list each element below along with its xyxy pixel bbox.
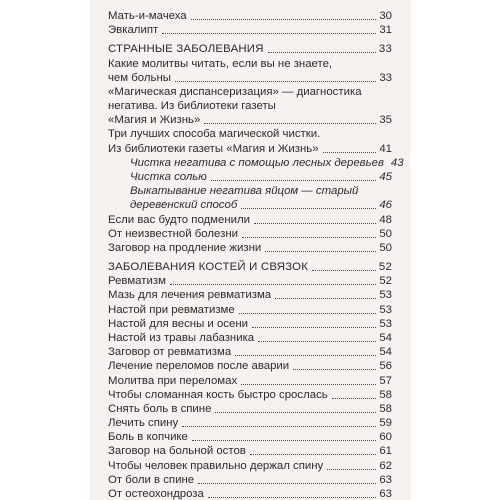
toc-entry-title: От неизвестной болезни [108,228,238,240]
dot-leader [323,151,377,153]
toc-entry [108,459,392,473]
toc-entry [108,241,392,255]
dot-leader [275,297,376,299]
toc-entry [108,23,392,37]
toc-entry-title: Ревматизм [108,275,166,287]
toc-entry-page: 59 [379,417,392,429]
toc-entry-title: Выкатывание негатива яйцом — старый [130,185,359,197]
toc-section-heading [108,42,392,56]
toc-entry [108,402,392,416]
toc-entry-title: Мазь для лечения ревматизма [108,289,272,301]
toc-entry [108,487,392,500]
toc-entry [108,473,392,487]
toc-entry-title: чем больны [108,72,171,84]
toc-entry-page: 46 [379,199,392,211]
toc-entry-page: 52 [379,275,392,287]
toc-entry [108,444,392,458]
dot-leader [242,236,376,238]
toc-entry-title: «Магическая диспансеризация» — диагностика [108,86,362,98]
toc-subentry [130,156,404,170]
toc-entry-title: Мать-и-мачеха [108,10,187,22]
toc-entry [108,71,392,85]
toc-entry [108,430,392,444]
toc-entry-page: 56 [379,360,392,372]
toc-section-title: ЗАБОЛЕВАНИЯ КОСТЕЙ И СВЯЗОК [108,261,309,273]
toc-entry-title: Чтобы человек правильно держал спину [108,460,324,472]
toc-entry-page: 53 [379,318,392,330]
dot-leader [327,468,376,470]
dot-leader [215,411,376,413]
toc-entry-title: Какие молитвы читать, если вы не знаете, [108,58,333,70]
toc-entry-page: 35 [379,114,392,126]
toc-entry [108,288,392,302]
toc-entry-page: 33 [379,72,392,84]
dot-leader [235,354,376,356]
toc-entry [108,345,392,359]
dot-leader [175,80,376,82]
dot-leader [204,122,376,124]
toc-entry-page: 58 [379,389,392,401]
toc-entry [108,113,392,127]
toc-entry-page: 63 [379,474,392,486]
toc-entry-page: 30 [379,10,392,22]
dot-leader [312,269,376,271]
dot-leader [241,207,376,209]
toc-entry-title: Настой при ревматизме [108,304,235,316]
toc-subentry [130,198,392,212]
toc-entry [108,142,392,156]
dot-leader [239,312,377,314]
dot-leader [332,397,377,399]
toc-entry [108,227,392,241]
toc-entry-title: негатива. Из библиотеки газеты [108,100,276,112]
toc-entry-title: Заговор от ревматизма [108,346,232,358]
book-page [90,0,410,500]
toc-entry [108,374,392,388]
toc-entry-page: 31 [379,24,392,36]
toc-entry-title: От остеохондроза [108,488,204,500]
toc-entry-page: 53 [379,304,392,316]
toc-entry-title: деревенский способ [130,199,238,211]
toc-entry-title: «Магия и Жизнь» [108,114,201,126]
dot-leader [192,439,376,441]
dot-leader [250,453,376,455]
toc-entry-title: Чистка солью [130,171,207,183]
toc-entry-page: 54 [379,332,392,344]
toc-subentry [130,170,392,184]
toc-entry-page: 33 [378,43,392,55]
dot-leader [268,51,376,53]
toc-entry-page: 41 [379,143,392,155]
toc-entry [108,416,392,430]
toc-entry-page: 61 [379,445,392,457]
toc-entry-page: 50 [379,228,392,240]
toc-entry-title: Заговор на больной остов [108,445,246,457]
toc-entry-title: Заговор на продление жизни [108,242,262,254]
toc-entry-title: Эвкалипт [108,24,159,36]
toc-entry-title: Лечить спину [108,417,179,429]
toc-entry-page: 58 [379,403,392,415]
toc-entry-title: Боль в копчике [108,431,188,443]
toc-entry-title: Настой для весны и осени [108,318,248,330]
toc-entry [108,388,392,402]
dot-leader [258,340,376,342]
toc-entry-page: 52 [378,261,392,273]
dot-leader [241,383,376,385]
dot-leader [182,425,376,427]
toc-entry-page: 63 [379,488,392,500]
dot-leader [170,283,376,285]
toc-entry-page: 60 [379,431,392,443]
toc-entry [108,317,392,331]
toc-section-heading [108,260,392,274]
dot-leader [265,250,376,252]
toc-entry-title: Из библиотеки газеты «Магия и Жизнь» [108,143,319,155]
dot-leader [191,18,377,20]
toc-entry-title: Настой из травы лабазника [108,332,255,344]
dot-leader [208,496,376,498]
toc-entry-page: 48 [379,214,392,226]
toc-entry-page: 53 [379,289,392,301]
toc-entry-title: Три лучших способа магической чистки. [108,128,321,140]
toc-entry-title: Чистка негатива с помощью лесных деревьев [130,157,384,169]
toc-entry [108,303,392,317]
toc-entry-title: Чтобы сломанная кость быстро срослась [108,389,328,401]
toc-entry-page: 43 [390,157,404,169]
dot-leader [254,222,376,224]
toc-entry [108,331,392,345]
toc-entry-page: 54 [379,346,392,358]
toc-entry [108,9,392,23]
dot-leader [198,482,376,484]
toc-entry-title: Если вас будто подменили [108,214,251,226]
toc-entry-page: 57 [379,375,392,387]
toc-entry-page: 45 [379,171,392,183]
dot-leader [211,179,377,181]
toc-entry-title: Снять боль в спине [108,403,212,415]
toc-entry [108,359,392,373]
toc-section-title: СТРАННЫЕ ЗАБОЛЕВАНИЯ [108,43,264,55]
dot-leader [293,368,376,370]
toc-entry [108,274,392,288]
toc-entry-title: Молитва при переломах [108,375,238,387]
dot-leader [252,326,376,328]
toc-entry-page: 50 [379,242,392,254]
toc-entry-page: 62 [379,460,392,472]
toc-entry [108,213,392,227]
dot-leader [162,32,376,34]
toc-entry-title: От боли в спине [108,474,195,486]
toc-entry-title: Лечение переломов после аварии [108,360,290,372]
